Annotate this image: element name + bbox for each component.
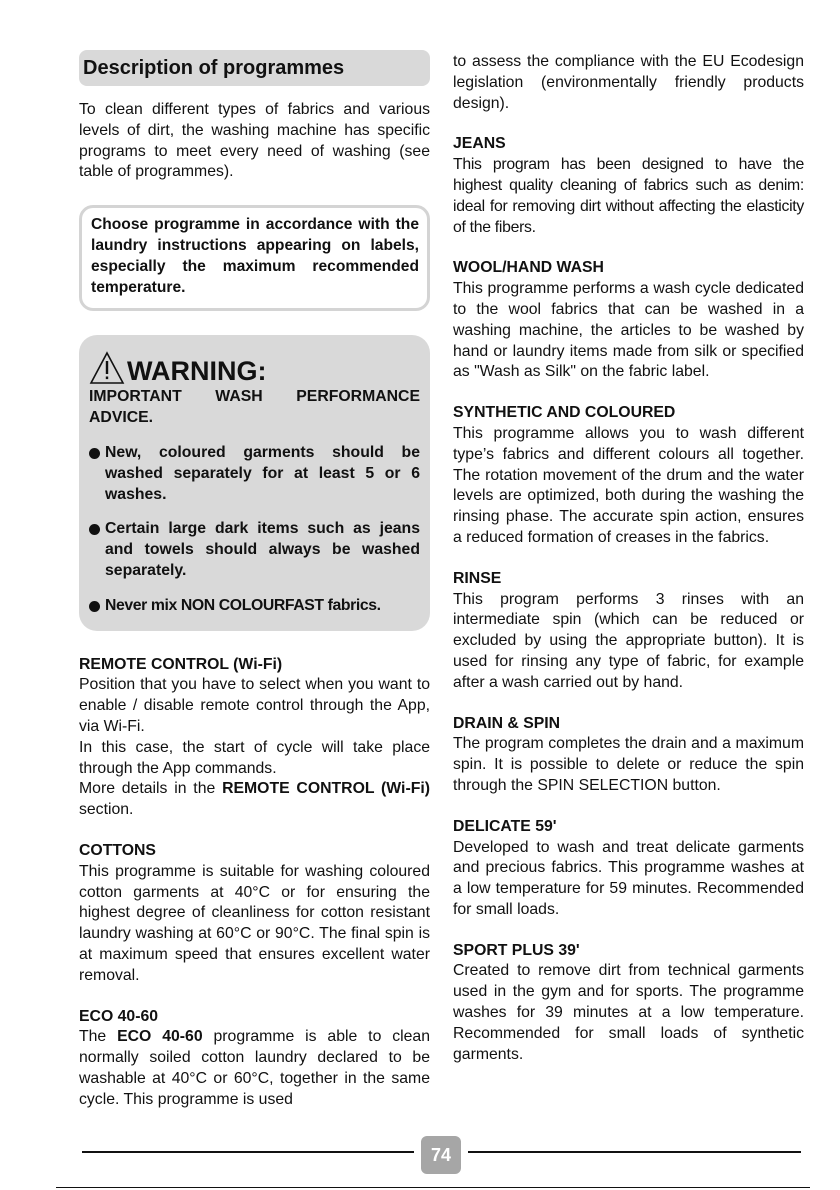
rinse-heading: RINSE	[453, 569, 502, 587]
sport-plus-heading: SPORT PLUS 39'	[453, 941, 580, 959]
warning-bullet	[89, 519, 420, 581]
footer-line-left	[82, 1151, 414, 1153]
jeans-heading: JEANS	[453, 135, 506, 153]
drain-spin-heading: DRAIN & SPIN	[453, 714, 561, 732]
warning-bullet-text: Certain large dark items such as jeans and towels should always be washed separately.	[105, 520, 420, 579]
bullet-dot-icon	[89, 524, 100, 535]
eco-before: The	[79, 1028, 118, 1046]
warning-bullet	[89, 443, 420, 505]
page-number: 74	[421, 1136, 461, 1174]
eco-heading: ECO 40-60	[79, 1007, 159, 1025]
eco-text	[79, 1027, 430, 1110]
note-box	[79, 205, 430, 311]
warning-box	[79, 335, 430, 630]
cottons-heading: COTTONS	[79, 841, 156, 859]
note-text: Choose programme in accordance with the laundry instructions appearing on labels, especially the maximum recommended temperature.	[91, 216, 419, 296]
remote-paragraph-2: In this case, the start of cycle will take place through the App commands.	[79, 738, 430, 777]
remote-p3-after: section.	[79, 801, 134, 819]
intro-paragraph: To clean different types of fabrics and various levels of dirt, the washing machine has specific programs to meet every need of washing (see table of programmes).	[79, 101, 430, 181]
synthetic-heading: SYNTHETIC AND COLOURED	[453, 404, 676, 422]
remote-p3-bold: REMOTE CONTROL (Wi-Fi)	[222, 780, 430, 798]
section-title: Description of programmes	[79, 50, 430, 86]
sport-plus-text: Created to remove dirt from technical garments used in the gym and for sports. The programme washes for 39 minutes at a low temperature. Recommended for small loads of synthetic garments.	[453, 962, 804, 1063]
left-column	[79, 50, 430, 1110]
warning-bullet	[89, 596, 420, 617]
footer-line-right	[468, 1151, 801, 1153]
warning-triangle-icon	[89, 351, 125, 385]
bottom-rule	[56, 1187, 810, 1188]
bullet-dot-icon	[89, 448, 100, 459]
wool-heading: WOOL/HAND WASH	[453, 259, 604, 277]
warning-title: WARNING:	[127, 356, 267, 387]
right-column	[453, 52, 804, 1065]
warning-bullet-text: New, coloured garments should be washed separately for at least 5 or 6 washes.	[105, 443, 420, 503]
warning-bullet-text: Never mix NON COLOURFAST fabrics.	[105, 596, 381, 614]
remote-heading: REMOTE CONTROL (Wi-Fi)	[79, 655, 283, 673]
remote-paragraph-1: Position that you have to select when you want to enable / disable remote control through the App, via Wi-Fi.	[79, 676, 430, 735]
remote-p3-before: More details in the	[79, 780, 223, 798]
drain-spin-text: The program completes the drain and a maximum spin. It is possible to delete or reduce the spin through the SPIN SELECTION button.	[453, 735, 804, 794]
eco-bold: ECO 40-60	[117, 1028, 203, 1046]
cottons-text: This programme is suitable for washing coloured cotton garments at 40°C or for ensuring the highest degree of cleanliness for cotton resistant laundry washing at 60°C or 90°C. The final spin is at maximum speed that ensures excellent water removal.	[79, 862, 430, 984]
warning-header	[89, 345, 420, 385]
warning-subtitle: IMPORTANT WASH PERFORMANCE ADVICE.	[89, 388, 420, 427]
eco-continued: to assess the compliance with the EU Ecodesign legislation (environmentally friendly products design).	[453, 53, 804, 112]
rinse-text: This program performs 3 rinses with an intermediate spin (which can be reduced or excluded by using the appropriate button). It is used for rinsing any type of fabric, for example after a wash carried out by hand.	[453, 590, 804, 691]
wool-text: This programme performs a wash cycle dedicated to the wool fabrics that can be washed in a washing machine, the articles to be washed by hand or laundry items made from silk or specified as "Wash as Silk" on the fabric label.	[453, 280, 804, 381]
bullet-dot-icon	[89, 601, 100, 612]
jeans-text: This program has been designed to have the highest quality cleaning of fabrics such as denim: ideal for removing dirt without affecting the elasticity of the fibers.	[453, 156, 804, 236]
eco-after: programme is able to clean normally soiled cotton laundry declared to be washable at 40°C or 60°C, together in the same cycle. This programme is used	[79, 1028, 430, 1108]
delicate-text: Developed to wash and treat delicate garments and precious fabrics. This programme washes at a low temperature for 59 minutes. Recommended for small loads.	[453, 838, 804, 918]
delicate-heading: DELICATE 59'	[453, 817, 557, 835]
synthetic-text: This programme allows you to wash different type’s fabrics and different colours all together. The rotation movement of the drum and the water levels are optimized, both during the washing the rinsing phase. The accurate spin action, ensures a reduced formation of creases in the fabrics.	[453, 424, 804, 546]
remote-paragraph-3	[79, 779, 430, 821]
